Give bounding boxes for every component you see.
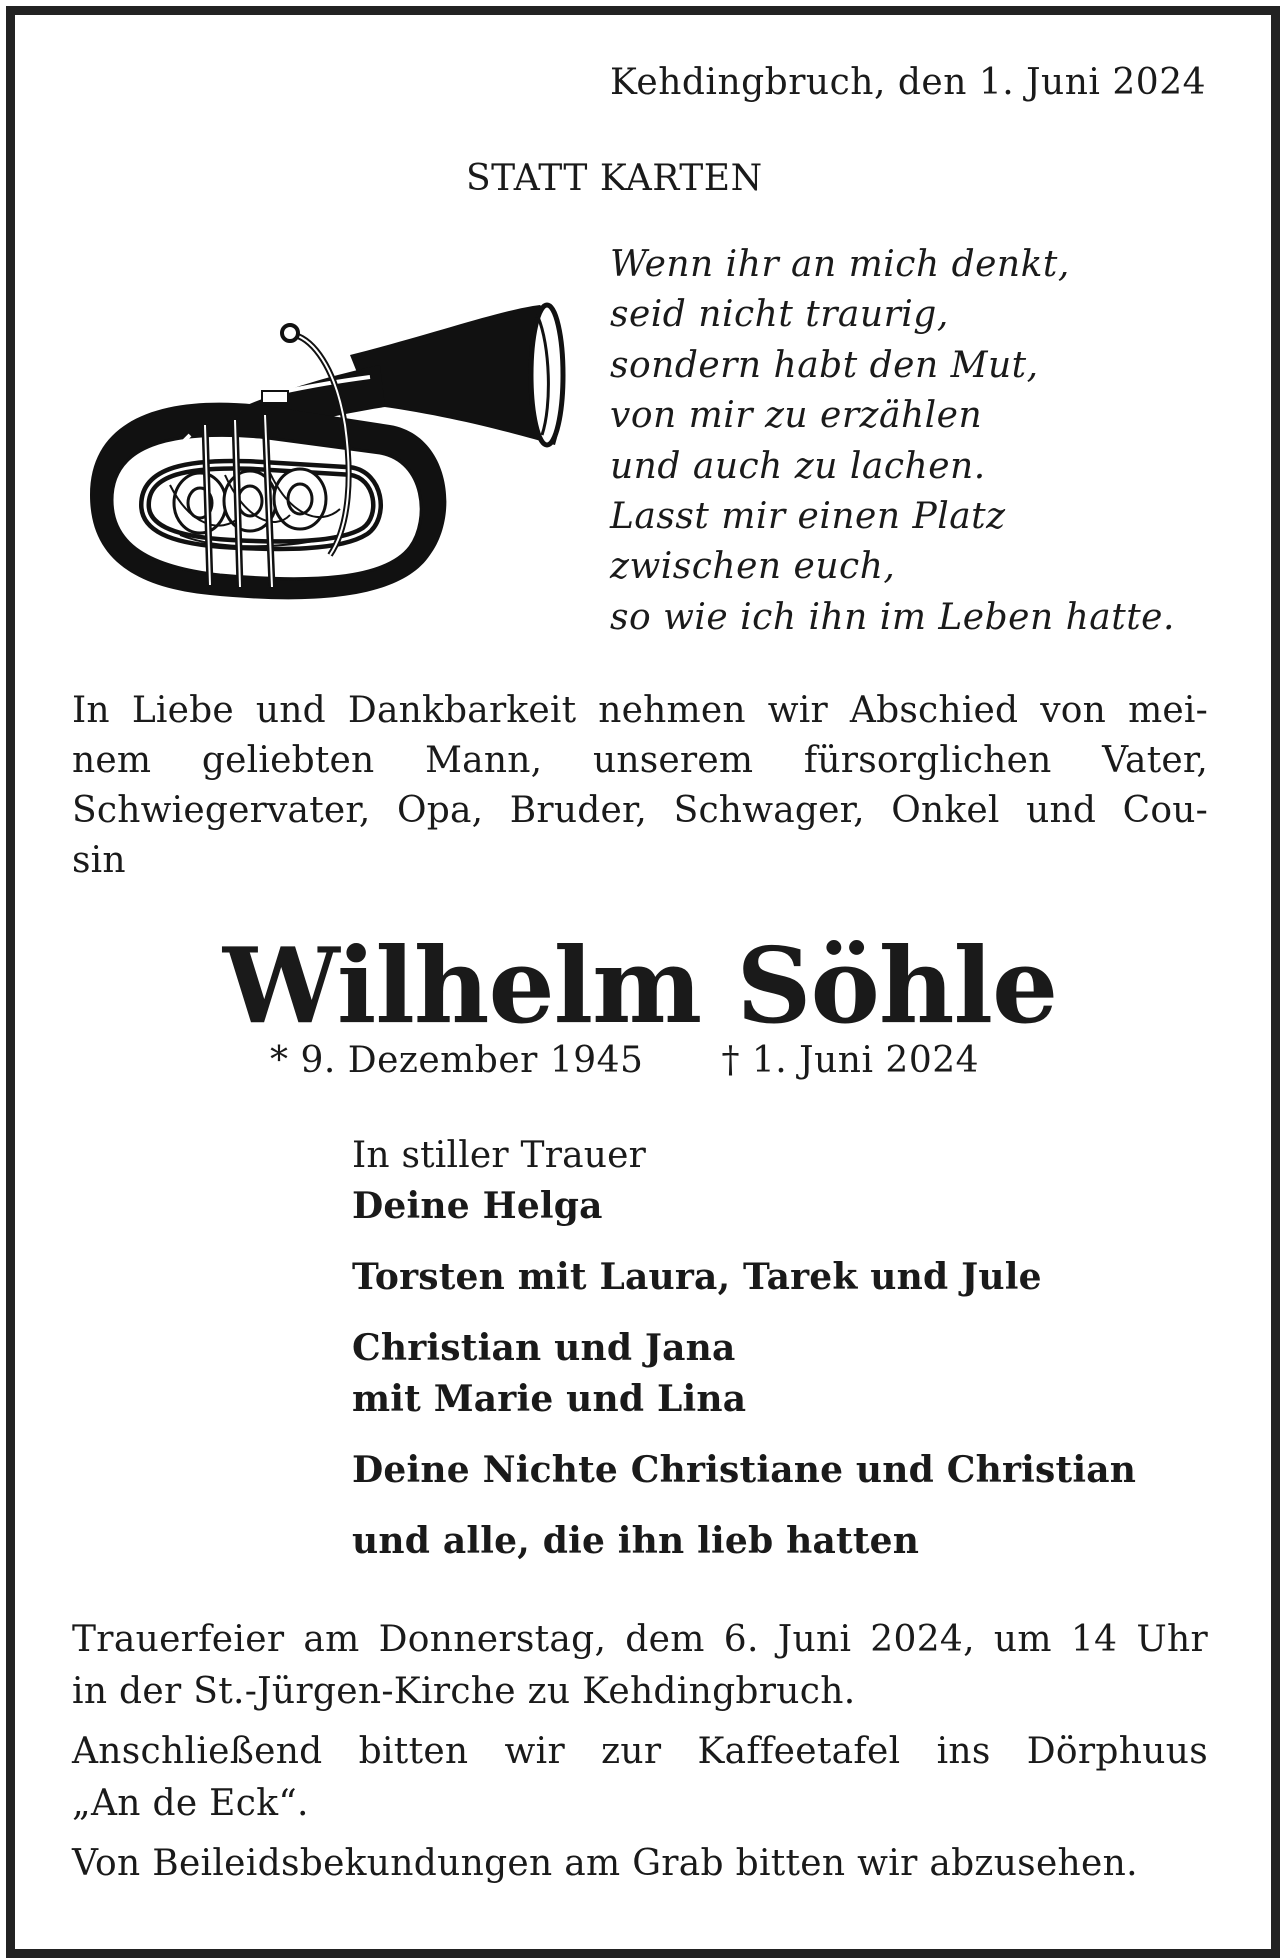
service-info — [72, 1614, 1208, 1718]
intro-line: sin — [72, 840, 126, 881]
statt-karten-heading: STATT KARTEN — [466, 158, 763, 199]
mourners-heading: In stiller Trauer — [352, 1135, 647, 1176]
poem-line: Lasst mir einen Platz — [610, 496, 1006, 538]
condolence-note: Von Beileidsbekundungen am Grab bitten wir abzusehen. — [72, 1843, 1138, 1884]
intro-line: In Liebe und Dankbarkeit nehmen wir Abschied von mei- — [72, 690, 1208, 731]
mourner-group: Torsten mit Laura, Tarek und Jule — [352, 1256, 1042, 1298]
mourner-group: mit Marie und Lina — [352, 1378, 747, 1420]
poem-line: sondern habt den Mut, — [610, 344, 1039, 386]
intro-line: nem geliebten Mann, unserem fürsorglichen Vater, — [72, 740, 1208, 781]
intro-paragraph — [72, 686, 1208, 886]
mourner-group: Christian und Jana — [352, 1327, 736, 1369]
service-line: in der St.-Jürgen-Kirche zu Kehdingbruch. — [72, 1671, 856, 1712]
service-line: Trauerfeier am Donnerstag, dem 6. Juni 2024, um 14 Uhr — [72, 1619, 1208, 1660]
poem-line: Wenn ihr an mich denkt, — [610, 244, 1070, 285]
footer-info — [72, 1614, 1208, 1898]
birth-date: * 9. Dezember 1945 — [270, 1040, 644, 1081]
place-date: Kehdingbruch, den 1. Juni 2024 — [609, 62, 1206, 103]
coffee-line: „An de Eck“. — [72, 1783, 309, 1824]
deceased-name: Wilhelm Söhle — [222, 924, 1058, 1047]
death-date: † 1. Juni 2024 — [721, 1040, 980, 1081]
coffee-info — [72, 1726, 1208, 1830]
poem-line: von mir zu erzählen — [610, 395, 983, 437]
poem-line: zwischen euch, — [610, 546, 896, 588]
mourner-group: Deine Helga — [352, 1185, 603, 1227]
mourner-group: Deine Nichte Christiane und Christian — [352, 1449, 1137, 1491]
poem-line: und auch zu lachen. — [610, 445, 986, 487]
poem-line: so wie ich ihn im Leben hatte. — [610, 596, 1175, 638]
life-dates — [270, 1040, 979, 1081]
coffee-line: Anschließend bitten wir zur Kaffeetafel ins Dörphuus — [72, 1731, 1208, 1772]
intro-line: Schwiegervater, Opa, Bruder, Schwager, Onkel und Cou- — [72, 790, 1208, 831]
poem — [610, 240, 1175, 643]
mourners-list — [352, 1130, 1136, 1567]
tuba-icon — [50, 295, 570, 625]
mourner-group: und alle, die ihn lieb hatten — [352, 1520, 920, 1562]
poem-line: seid nicht traurig, — [610, 294, 949, 336]
